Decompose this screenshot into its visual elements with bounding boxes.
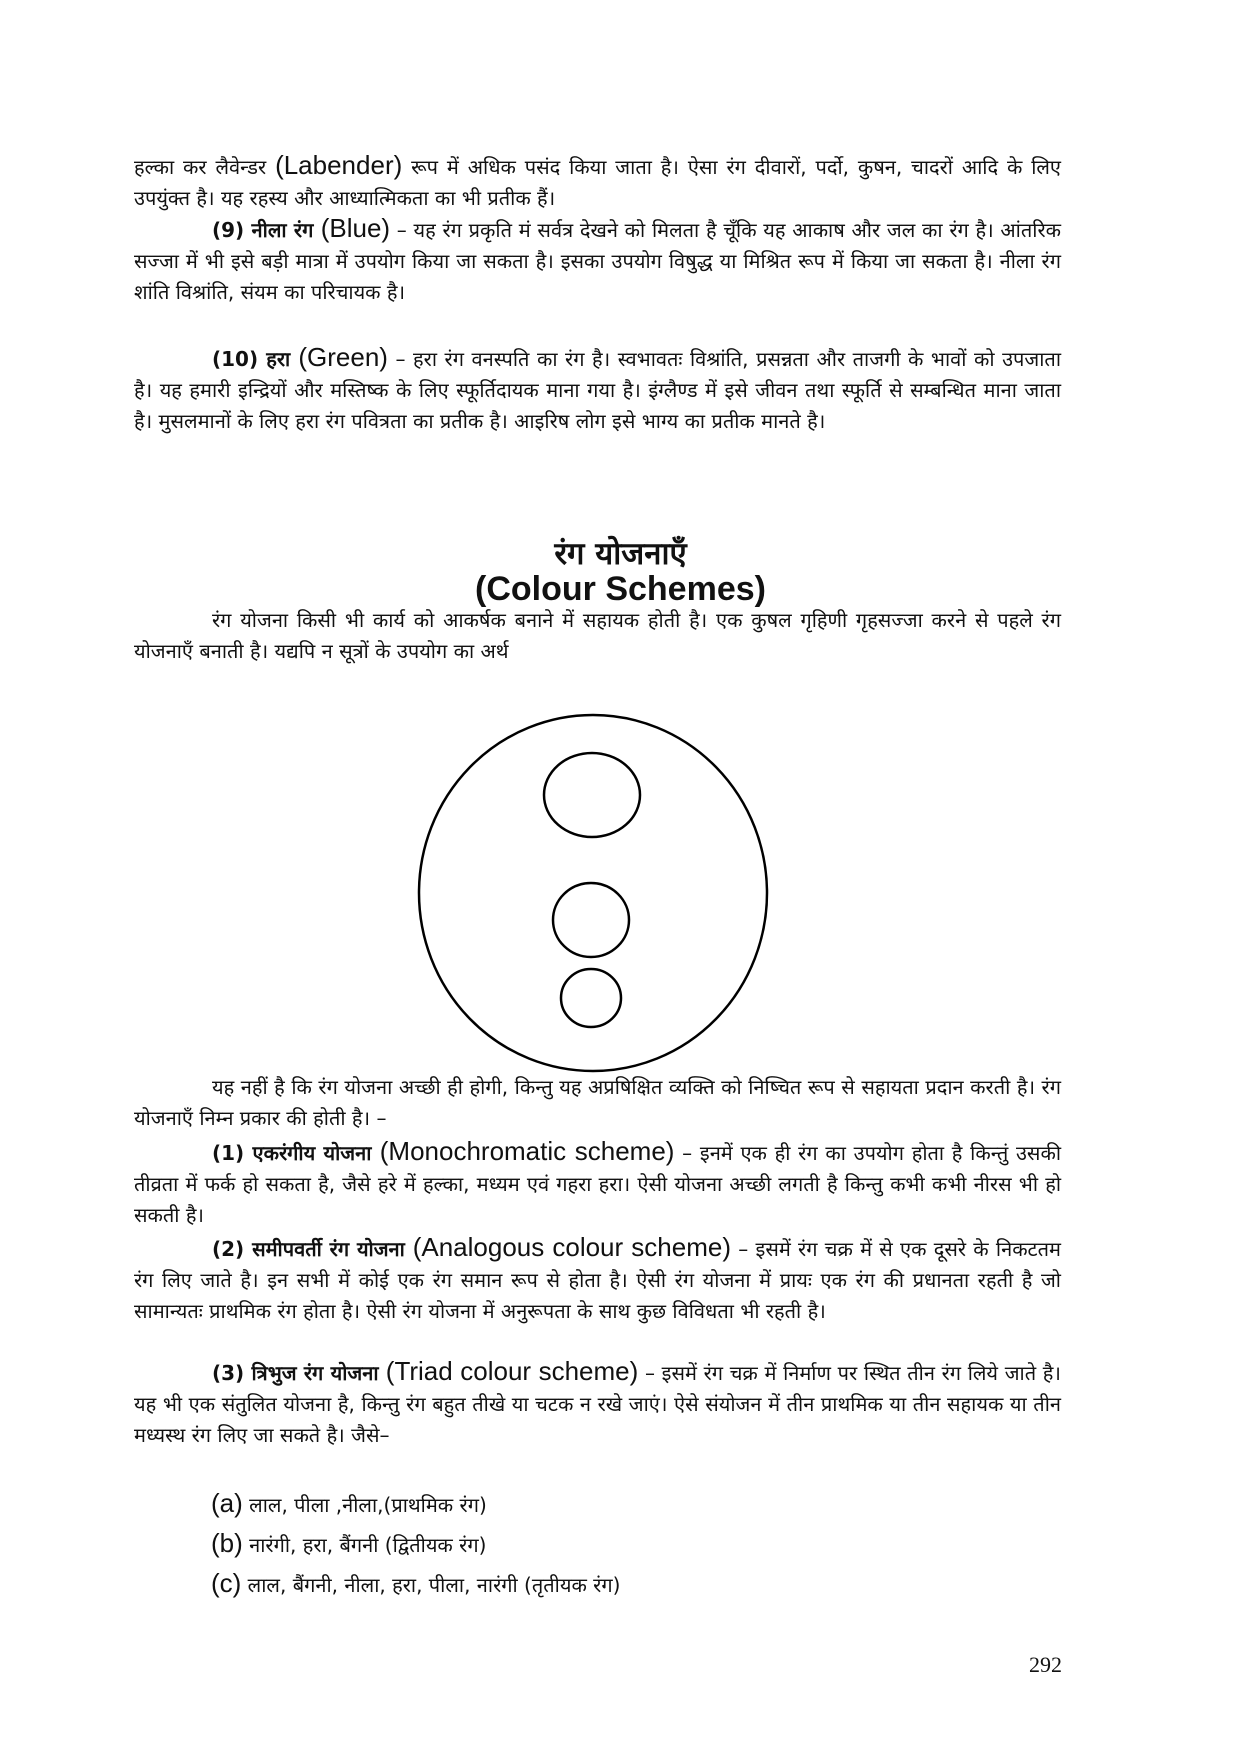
bottom-circle [561, 969, 621, 1027]
list-marker: (b) [211, 1528, 243, 1558]
paragraph-monochromatic [134, 1136, 1061, 1231]
english-term: (Green) [298, 342, 388, 372]
paragraph-green [134, 342, 1061, 437]
list-item [211, 1488, 487, 1521]
item-number: (10) [212, 347, 267, 371]
list-text: लाल, बैंगनी, नीला, हरा, पीला, नारंगी (तृतीयक रंग) [241, 1573, 621, 1597]
item-number: (9) [212, 218, 252, 242]
middle-circle [553, 883, 629, 957]
item-heading: त्रिभुज रंग योजना [251, 1361, 386, 1385]
list-marker: (a) [211, 1488, 243, 1518]
section-title-english: (Colour Schemes) [475, 570, 766, 608]
paragraph-text: – इसमें रंग चक्र में निर्माण पर स्थित तीन रंग लिये जाते है। यह भी एक संतुलित योजना है, किन्तु रंग बहुत तीखे या चटक न रखे जाएं। ऐसे संयोजन में तीन प्राथमिक या तीन सहायक या तीन मध्यस्थ रंग लिए जा सकते है। जैसे– [134, 1361, 1061, 1447]
paragraph-lavender [134, 150, 1061, 214]
item-heading: नीला रंग [251, 218, 321, 242]
outer-circle [419, 715, 767, 1071]
item-number: (1) [212, 1141, 253, 1165]
item-heading: हरा [266, 347, 299, 371]
paragraph-text: – हरा रंग वनस्पति का रंग है। स्वभावतः विश्रांति, प्रसन्नता और ताजगी के भावों को उपजाता है। यह हमारी इन्द्रियों और मस्तिष्क के लिए स्फूर्तिदायक माना गया है। इंग्लैण्ड में इसे जीवन तथा स्फूर्ति से सम्बन्धित माना जाता है। मुसलमानों के लिए हरा रंग पवित्रता का प्रतीक है। आइरिष लोग इसे भाग्य का प्रतीक मानते है। [134, 347, 1061, 433]
english-term: (Triad colour scheme) [385, 1356, 639, 1386]
colour-scheme-diagram [412, 710, 772, 1080]
paragraph-after-diagram: यह नहीं है कि रंग योजना अच्छी ही होगी, किन्तु यह अप्रषिक्षित व्यक्ति को निष्चित रूप से सहायता प्रदान करती है। रंग योजनाएँ निम्न प्रकार की होती है। – [134, 1075, 1061, 1130]
paragraph-text: – इनमें एक ही रंग का उपयोग होता है किन्तुं उसकी तीव्रता में फर्क हो सकता है, जैसे हरे में हल्का, मध्यम एवं गहरा हरा। ऐसी योजना अच्छी लगती है किन्तु कभी कभी नीरस भी हो सकती है। [134, 1141, 1061, 1227]
top-oval [544, 753, 640, 837]
item-heading: एकरंगीय योजना [252, 1141, 380, 1165]
paragraph-blue [134, 213, 1061, 308]
section-title-hindi: रंग योजनाएँ [554, 536, 687, 572]
english-term: (Monochromatic scheme) [379, 1136, 675, 1166]
list-text: नारंगी, हरा, बैंगनी (द्वितीयक रंग) [242, 1533, 487, 1557]
paragraph-text: – इसमें रंग चक्र में से एक दूसरे के निकटतम रंग लिए जाते है। इन सभी में कोई एक रंग समान रूप से होता है। ऐसी रंग योजना में प्रायः एक रंग की प्रधानता रहती है जो सामान्यतः प्राथमिक रंग होता है। ऐसी रंग योजना में अनुरूपता के साथ कुछ विविधता भी रहती है। [134, 1237, 1061, 1323]
paragraph-analogous [134, 1232, 1061, 1327]
paragraph-intro: रंग योजना किसी भी कार्य को आकर्षक बनाने में सहायक होती है। एक कुषल गृहिणी गृहसज्जा करने से पहले रंग योजनाएँ बनाती है। यद्यपि न सूत्रों के उपयोग का अर्थ [134, 608, 1061, 663]
page-number: 292 [1029, 1652, 1062, 1677]
english-term: (Analogous colour scheme) [412, 1232, 731, 1262]
list-marker: (c) [211, 1568, 242, 1598]
paragraph-text: रूप में अधिक पसंद किया जाता है। ऐसा रंग दीवारों, पर्दो, कुषन, चादरों आदि के लिए उपयुंक्त है। यह रहस्य और आध्यात्मिकता का भी प्रतीक हैं। [134, 155, 1061, 210]
item-heading: समीपवर्ती रंग योजना [252, 1237, 413, 1261]
list-item [211, 1528, 486, 1561]
paragraph-text: हल्का कर लैवेन्डर [134, 155, 276, 179]
item-number: (2) [212, 1237, 253, 1261]
english-term: (Blue) [320, 213, 391, 243]
paragraph-triad [134, 1356, 1061, 1451]
list-item [211, 1568, 620, 1601]
english-term: (Labender) [275, 150, 403, 180]
paragraph-text: – यह रंग प्रकृति मं सर्वत्र देखने को मिलता है चूँकि यह आकाष और जल का रंग है। आंतरिक सज्जा में भी इसे बड़ी मात्रा में उपयोग किया जा सकता है। इसका उपयोग विषुद्ध या मिश्रित रूप में किया जा सकता है। नीला रंग शांति विश्रांति, संयम का परिचायक है। [134, 218, 1061, 304]
item-number: (3) [212, 1361, 252, 1385]
list-text: लाल, पीला ,नीला,(प्राथमिक रंग) [242, 1493, 487, 1517]
